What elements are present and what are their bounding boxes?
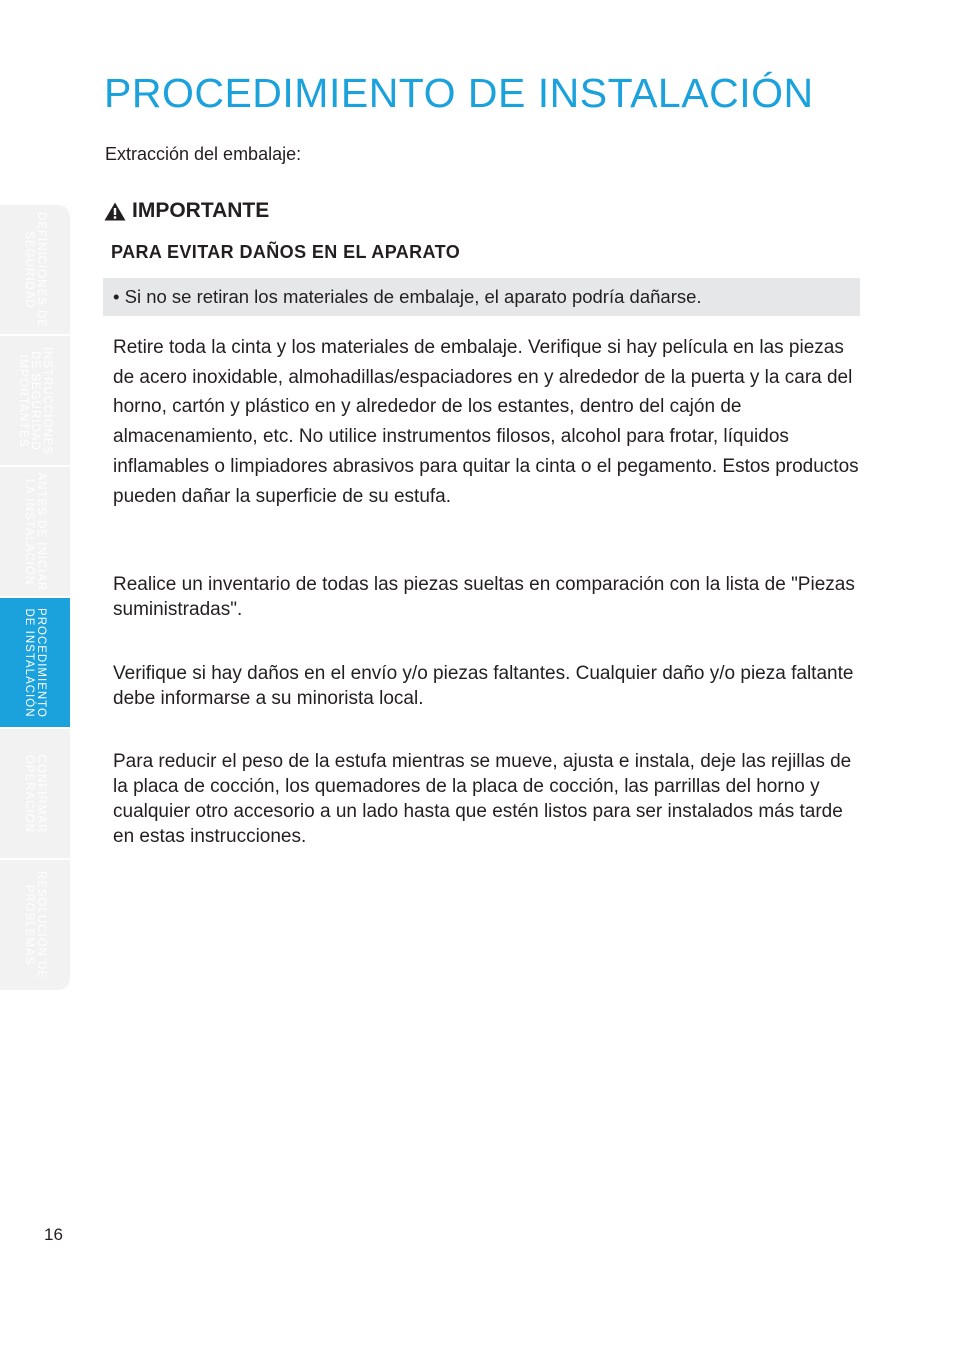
section-subheading: Extracción del embalaje: [105, 144, 302, 164]
sidebar-tab-label: PROCEDIMIENTO DE INSTALACIÓN [23, 607, 47, 718]
page-number: 16 [44, 1225, 63, 1244]
warning-heading: PARA EVITAR DAÑOS EN EL APARATO [111, 242, 461, 262]
sidebar-tab-label: INSTRUCCIONES DE SEGURIDAD IMPORTANTES [17, 346, 53, 455]
sidebar-tab-definiciones[interactable] [0, 205, 70, 335]
body-paragraph-inventory: Realice un inventario de todas las piezas sueltas en comparación con la lista de "Piezas suministradas". [113, 574, 855, 620]
body-paragraph-damage-check: Verifique si hay daños en el envío y/o piezas faltantes. Cualquier daño y/o pieza faltante debe informarse a su minorista local. [113, 663, 854, 709]
warning-box-text: • Si no se retiran los materiales de embalaje, el aparato podría dañarse. [113, 286, 702, 307]
warning-triangle-icon [104, 202, 126, 221]
sidebar-tab-instrucciones[interactable] [0, 336, 70, 466]
warning-box [103, 278, 860, 316]
sidebar-tab-confirmar[interactable] [0, 729, 70, 859]
sidebar-tab-label: ANTES DE INICIAR LA INSTALACIÓN [23, 472, 47, 591]
sidebar-tab-resolucion[interactable] [0, 860, 70, 990]
sidebar-tab-antes-de-iniciar[interactable] [0, 467, 70, 597]
sidebar-tab-label: DEFINICIONES DE SEGURIDAD [23, 211, 47, 328]
sidebar-tab-label: RESOLUCIÓN DE PROBLEMAS [23, 870, 47, 980]
body-paragraph-reduce-weight: Para reducir el peso de la estufa mientras se mueve, ajusta e instala, deje las rejillas de la placa de cocción, los quemadores de la placa de cocción, las parrillas del horno y cualquier otro accesorio a un lado hasta que estén listos para ser instalados más tarde en estas instrucciones. [113, 751, 852, 847]
sidebar-tab-label: CONFIRMAR OPERACIÓN [23, 754, 47, 833]
section-sidebar [0, 205, 71, 991]
sidebar-tab-procedimiento[interactable] [0, 598, 70, 728]
important-notice [104, 198, 269, 224]
body-paragraph-remove-tape: Retire toda la cinta y los materiales de embalaje. Verifique si hay película en las piezas de acero inoxidable, almohadillas/espaciadores en y alrededor de la puerta y la cara del horno, cartón y plástico en y alrededor de los estantes, dentro del cajón de almacenamiento, etc. No utilice instrumentos filosos, alcohol para frotar, líquidos inflamables o limpiadores abrasivos para quitar la cinta o el pegamento. Estos productos pueden dañar la superficie de su estufa. [113, 337, 859, 507]
page-title: PROCEDIMIENTO DE INSTALACIÓN [104, 70, 814, 116]
important-label: IMPORTANTE [132, 199, 270, 222]
